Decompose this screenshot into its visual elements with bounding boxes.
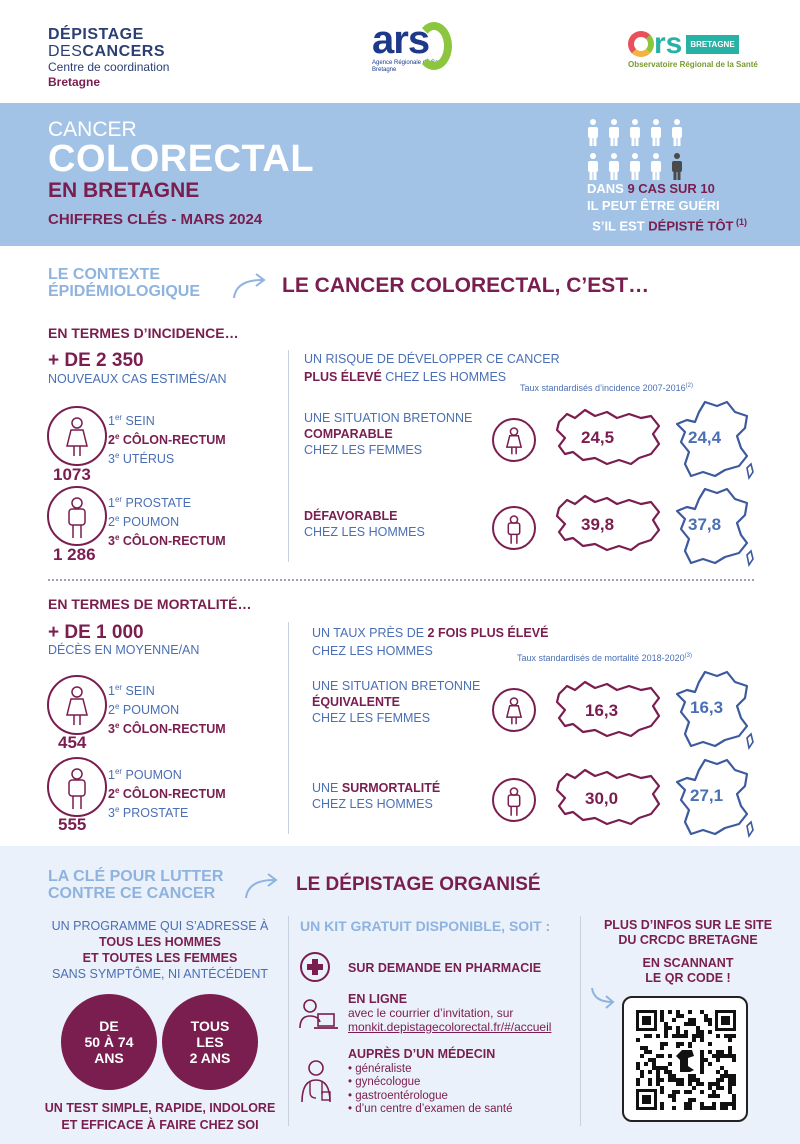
rank: POUMON [122, 768, 182, 783]
doctor-item: gynécologue [355, 1076, 421, 1088]
divider [288, 916, 289, 1126]
rank: er [114, 767, 123, 776]
doctor-item: gastroentérologue [355, 1089, 448, 1102]
rank: 3 [108, 452, 115, 467]
hero-stat [587, 180, 747, 234]
incidence-sub: NOUVEAUX CAS ESTIMÉS/AN [48, 372, 227, 386]
test-text [40, 1100, 280, 1134]
person-icon [672, 153, 682, 180]
doctor-icon [298, 1056, 338, 1106]
option-online [348, 992, 551, 1034]
rank: 1 [108, 684, 115, 699]
context-line: ÉPIDÉMIOLOGIQUE [48, 283, 201, 300]
frequency-badge [162, 994, 258, 1090]
ors-sub: Observatoire Régional de la Santé [628, 60, 758, 69]
situation-line: ÉQUIVALENTE [312, 695, 400, 709]
info-line: DU CRCDC BRETAGNE [618, 933, 758, 947]
mortality-big: + DE 1 000 [48, 622, 144, 643]
qr-code[interactable] [622, 996, 748, 1122]
rank: e [114, 451, 120, 461]
info-line: LE QR CODE ! [645, 971, 731, 985]
rank: er [114, 683, 123, 692]
curved-arrow-icon [228, 270, 272, 302]
value-brittany: 24,5 [581, 428, 615, 447]
program-line: ET TOUTES LES FEMMES [82, 951, 238, 965]
stat-text: (1) [733, 217, 747, 227]
screening-title: LE DÉPISTAGE ORGANISÉ [296, 874, 541, 895]
rank: e [114, 533, 120, 543]
man-icon [47, 486, 107, 546]
doctor-item: d’un centre d’examen de santé [355, 1103, 513, 1115]
context-title: LE CANCER COLORECTAL, C’EST… [282, 274, 650, 297]
info-text [586, 918, 790, 986]
rate-label: Taux standardisés d’incidence 2007-2016 [520, 383, 686, 393]
option-desc: avec le courrier d’invitation, sur [348, 1006, 514, 1020]
rank: e [114, 432, 120, 442]
doctor-list-item: • généraliste [348, 1062, 412, 1075]
value-brittany: 39,8 [581, 515, 615, 534]
ars-mark: ars [372, 18, 430, 62]
doctor-list-item: • gastroentérologue [348, 1089, 448, 1102]
hero-banner [0, 103, 800, 246]
badge-line: ANS [94, 1050, 124, 1066]
screening-label [48, 868, 223, 902]
screening-line: LA CLÉ POUR LUTTER [48, 868, 224, 885]
pharmacy-icon [300, 952, 330, 982]
rank: e [114, 514, 120, 524]
situation-line: UNE [312, 781, 342, 795]
stat-text: 9 CAS SUR 10 [627, 181, 715, 196]
rank: POUMON [119, 703, 180, 718]
mortality-risk [312, 624, 548, 660]
test-line: UN TEST SIMPLE, RAPIDE, INDOLORE [44, 1101, 276, 1115]
doctor-item: généraliste [355, 1062, 412, 1075]
doctor-list-item: • d’un centre d’examen de santé [348, 1103, 513, 1115]
rank: CÔLON-RECTUM [119, 722, 226, 737]
hero-line-cancer: CANCER [48, 118, 137, 141]
men-count: 1 286 [53, 545, 96, 564]
dotted-separator [48, 579, 754, 581]
risk-line: 2 FOIS PLUS ÉLEVÉ [427, 626, 549, 640]
doctor-list-item: • gynécologue [348, 1076, 421, 1088]
value-brittany: 16,3 [585, 701, 619, 720]
rank: POUMON [119, 515, 180, 530]
curved-arrow-icon [240, 870, 284, 902]
person-icon [588, 153, 598, 180]
mortality-sub: DÉCÈS EN MOYENNE/AN [48, 643, 200, 657]
incidence-women-text [304, 410, 472, 458]
stat-text: S’IL EST [592, 218, 649, 234]
mortality-heading: EN TERMES DE MORTALITÉ… [48, 596, 252, 612]
rate-sup: (2) [685, 383, 693, 389]
hero-title: COLORECTAL [48, 138, 315, 180]
rank: e [114, 786, 120, 796]
info-line: PLUS D’INFOS SUR LE SITE [603, 918, 773, 932]
rank: 1 [108, 496, 115, 511]
logo-ars [372, 20, 447, 74]
mortality-men-text [312, 780, 440, 812]
women-ranking [108, 410, 226, 467]
divider [580, 916, 581, 1126]
logo-line: Centre de coordination [48, 60, 170, 74]
badge-line: 50 À 74 [84, 1034, 134, 1050]
person-icon [609, 153, 619, 180]
ars-sub: Bretagne [372, 67, 397, 73]
context-line: LE CONTEXTE [48, 266, 161, 283]
logo-bar [0, 0, 800, 103]
situation-line: DÉFAVORABLE [304, 509, 398, 523]
logo-ors [628, 27, 758, 69]
risk-line: UN TAUX PRÈS DE [312, 626, 428, 640]
logo-line: CANCERS [82, 43, 166, 60]
incidence-rate-label [520, 383, 693, 393]
badge-line: TOUS [190, 1018, 230, 1034]
person-icon [672, 119, 682, 146]
situation-line: CHEZ LES FEMMES [312, 711, 431, 725]
men-ranking [108, 492, 226, 549]
test-line: ET EFFICACE À FAIRE CHEZ SOI [61, 1118, 259, 1132]
rate-label: Taux standardisés de mortalité 2018-2020 [517, 653, 685, 663]
man-icon [492, 778, 536, 822]
rank: 1 [108, 768, 115, 783]
woman-icon [492, 688, 536, 732]
situation-line: UNE SITUATION BRETONNE [312, 679, 481, 693]
value-france: 27,1 [690, 786, 724, 805]
value-brittany: 30,0 [585, 789, 619, 808]
risk-line: CHEZ LES HOMMES [381, 370, 507, 384]
rank: 2 [108, 703, 115, 718]
woman-icon [492, 418, 536, 462]
logo-depistage [48, 26, 169, 89]
rank: 3 [108, 722, 115, 737]
women-count: 454 [58, 733, 87, 752]
rank: CÔLON-RECTUM [119, 433, 226, 448]
value-france: 37,8 [688, 515, 722, 534]
stat-text: DANS [587, 181, 628, 196]
rank: e [114, 702, 120, 712]
rank: 2 [108, 433, 115, 448]
situation-line: COMPARABLE [304, 427, 393, 441]
situation-line: CHEZ LES FEMMES [304, 443, 423, 457]
rank: CÔLON-RECTUM [119, 787, 226, 802]
value-france: 24,4 [688, 428, 722, 447]
context-label [48, 266, 200, 300]
situation-line: SURMORTALITÉ [341, 781, 441, 795]
ors-ring-icon [628, 31, 654, 57]
screening-line: CONTRE CE CANCER [48, 885, 216, 902]
age-badge [61, 994, 157, 1090]
situation-line: CHEZ LES HOMMES [312, 797, 433, 811]
person-icon [630, 119, 640, 146]
program-line: SANS SYMPTÔME, NI ANTÉCÉDENT [51, 967, 268, 981]
rank: SEIN [122, 414, 155, 429]
program-line: UN PROGRAMME QUI S’ADRESSE À [51, 919, 269, 933]
info-line: EN SCANNANT [642, 956, 734, 970]
rate-sup: (3) [684, 653, 692, 659]
men-count: 555 [58, 815, 87, 834]
woman-icon [47, 675, 107, 735]
logo-line: Bretagne [48, 75, 101, 89]
ors-badge: BRETAGNE [686, 35, 738, 54]
incidence-men-text [304, 508, 425, 540]
rank: PROSTATE [122, 496, 192, 511]
ars-sub: Agence Régionale de Santé [372, 60, 447, 66]
kit-heading: UN KIT GRATUIT DISPONIBLE, SOIT : [300, 918, 551, 934]
man-icon [492, 506, 536, 550]
laptop-user-icon [296, 996, 340, 1036]
program-line: TOUS LES HOMMES [98, 935, 221, 949]
rank: 1 [108, 414, 115, 429]
rank: 2 [108, 515, 115, 530]
rank: 3 [108, 806, 115, 821]
ors-mark: rs [654, 27, 683, 60]
person-icon [588, 119, 598, 146]
logo-line: DÉPISTAGE [48, 26, 144, 43]
stat-text: IL PEUT ÊTRE GUÉRI [587, 198, 720, 213]
incidence-risk [304, 350, 560, 386]
screening-section [0, 846, 800, 1144]
hero-subtitle: EN BRETAGNE [48, 179, 200, 202]
rank: e [114, 721, 120, 731]
incidence-big: + DE 2 350 [48, 350, 144, 371]
situation-line: UNE SITUATION BRETONNE [304, 411, 473, 425]
rank: 2 [108, 787, 115, 802]
rank: CÔLON-RECTUM [119, 534, 226, 549]
program-text [40, 918, 280, 982]
online-link[interactable]: monkit.depistagecolorectal.fr/#/accueil [348, 1020, 552, 1034]
rank: er [114, 413, 123, 422]
stat-text: DÉPISTÉ TÔT [648, 218, 734, 234]
rank: er [114, 495, 123, 504]
risk-line: UN RISQUE DE DÉVELOPPER CE CANCER [304, 352, 560, 366]
man-icon [47, 757, 107, 817]
rank: 3 [108, 534, 115, 549]
badge-line: LES [196, 1034, 224, 1050]
badge-line: DE [99, 1018, 119, 1034]
option-doctor [348, 1048, 513, 1117]
woman-icon [47, 406, 107, 466]
incidence-heading: EN TERMES D’INCIDENCE… [48, 325, 239, 341]
curved-arrow-icon [588, 984, 618, 1010]
badge-line: 2 ANS [189, 1050, 231, 1066]
person-icon [651, 153, 661, 180]
rank: PROSTATE [119, 806, 189, 821]
option-title: EN LIGNE [348, 992, 408, 1006]
situation-line: CHEZ LES HOMMES [304, 525, 425, 539]
people-grid-icon [585, 115, 695, 180]
logo-line: DES [48, 43, 83, 60]
person-icon [630, 153, 640, 180]
risk-line: PLUS ÉLEVÉ [304, 370, 382, 384]
risk-line: CHEZ LES HOMMES [312, 644, 433, 658]
person-icon [651, 119, 661, 146]
hero-date: CHIFFRES CLÉS - MARS 2024 [48, 211, 263, 228]
option-pharmacy: SUR DEMANDE EN PHARMACIE [348, 961, 542, 975]
mortality-women-text [312, 678, 480, 726]
women-ranking [108, 680, 226, 737]
option-title: AUPRÈS D’UN MÉDECIN [348, 1047, 496, 1061]
rank: SEIN [122, 684, 155, 699]
divider [288, 350, 289, 562]
women-count: 1073 [53, 465, 91, 484]
rank: UTÉRUS [119, 452, 175, 467]
person-icon [609, 119, 619, 146]
mortality-rate-label [517, 653, 692, 663]
men-ranking [108, 764, 226, 821]
value-france: 16,3 [690, 698, 724, 717]
rank: e [114, 805, 120, 815]
divider [288, 622, 289, 834]
